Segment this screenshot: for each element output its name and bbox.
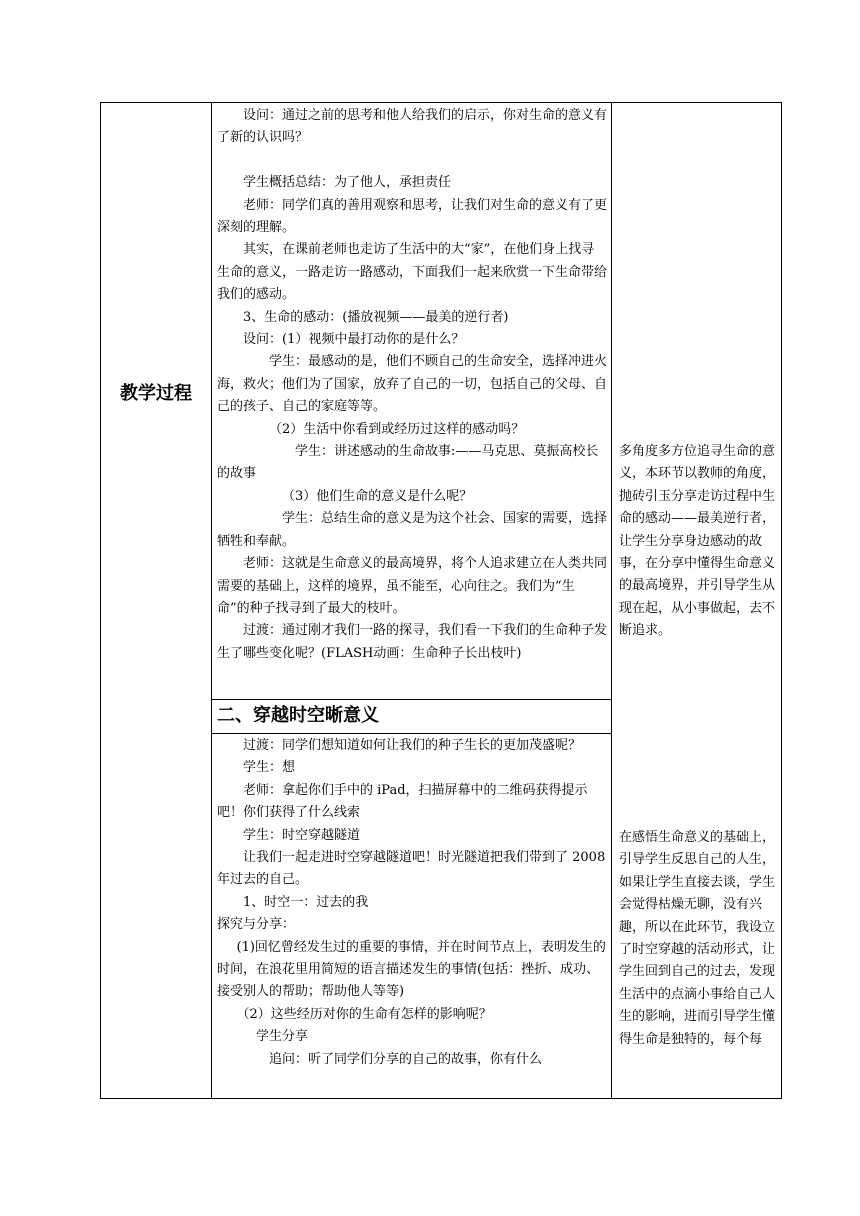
text-line: 让我们一起走进时空穿越隧道吧！时光隧道把我们带到了 2008 年过去的自己。: [217, 850, 606, 888]
text-line: 学生：讲述感动的生命故事:——马克思、莫振高校长的故事: [217, 444, 599, 482]
row-divider: [211, 733, 611, 734]
text-line: 其实，在课前老师也走访了生活中的大“家”，在他们身上找寻生命的意义，一路走访一路感动，下面我们一起来欣赏一下生命带给我们的感动。: [217, 242, 608, 303]
text-line: 3、生命的感动：(播放视频——最美的逆行者): [243, 309, 509, 325]
text-line: 设问：(1）视频中最打动你的是什么？: [243, 332, 465, 348]
upper-content: [217, 105, 607, 665]
column-divider: [211, 103, 212, 1098]
text-line: 学生：最感动的是，他们不顾自己的生命安全，选择冲进火海，救火；他们为了国家，放弃了自己的一切，包括自己的父母、自己的孩子、自己的家庭等等。: [217, 354, 608, 415]
text-line: 探究与分享：: [217, 917, 296, 933]
lesson-table: [100, 102, 782, 1099]
text-line: 1、时空一：过去的我: [243, 894, 369, 910]
blank-line: [217, 150, 607, 172]
text-line: 过渡：同学们想知道如何让我们的种子生长的更加茂盛呢？: [243, 738, 582, 753]
row-label: 教学过程: [120, 383, 192, 404]
text-line: 学生：总结生命的意义是为这个社会、国家的需要，选择牺牲和奉献。: [217, 511, 608, 549]
text-line: 学生：想: [243, 760, 296, 776]
text-line: 老师：拿起你们手中的 iPad，扫描屏幕中的二维码获得提示吧！你们获得了什么线索: [217, 782, 588, 821]
column-divider: [611, 103, 612, 1098]
design-note: 多角度多方位追寻生命的意义，本环节以教师的角度，抛砖引玉分享走访过程中生命的感动——最美逆行者，让学生分享身边感动的故事，在分享中懂得生命意义的最高境界，并引导学生从现在起，从小事做起，去不断追求。: [619, 444, 776, 639]
text-line: 老师：这就是生命意义的最高境界，将个人追求建立在人类共同需要的基础上，这样的境界，虽不能至，心向往之。我们为“生命”的种子找寻到了最大的枝叶。: [217, 556, 608, 616]
text-line: 学生分享: [256, 1029, 309, 1045]
text-line: 追问：听了同学们分享的自己的故事，你有什么: [269, 1051, 543, 1067]
lower-content: [217, 735, 607, 1071]
row-divider: [211, 699, 611, 700]
text-line: （2）这些经历对你的生命有怎样的影响呢？: [236, 1006, 492, 1022]
section-title: 二、穿越时空晰意义: [217, 705, 379, 726]
design-note: 在感悟生命意义的基础上，引导学生反思自己的人生，如果让学生直接去谈，学生会觉得枯燥无聊，没有兴趣，所以在此环节，我设立了时空穿越的活动形式，让学生回到自己的过去，发现生活中的点滴小事给自己人生的影响，进而引导学生懂得生命是独特的，每个每: [619, 830, 776, 1047]
text-line: （2）生活中你看到或经历过这样的感动吗？: [269, 421, 525, 437]
text-line: （3）他们生命的意义是什么呢？: [282, 488, 473, 504]
text-line: 学生概括总结：为了他人，承担责任: [243, 175, 452, 191]
text-line: (1)回忆曾经发生过的重要的事情，并在时间节点上，表明发生的时间，在浪花里用简短的语言描述发生的事情(包括：挫折、成功、接受别人的帮助；帮助他人等等): [217, 939, 606, 1000]
text-line: 学生：时空穿越隧道: [243, 827, 361, 843]
text-line: 老师：同学们真的善用观察和思考，让我们对生命的意义有了更深刻的理解。: [217, 197, 608, 236]
text-line: 设问：通过之前的思考和他人给我们的启示，你对生命的意义有了新的认识吗？: [217, 108, 608, 146]
text-line: 过渡：通过刚才我们一路的探寻，我们看一下我们的生命种子发生了哪些变化呢？(FLASH动画：生命种子长出枝叶): [217, 623, 608, 661]
